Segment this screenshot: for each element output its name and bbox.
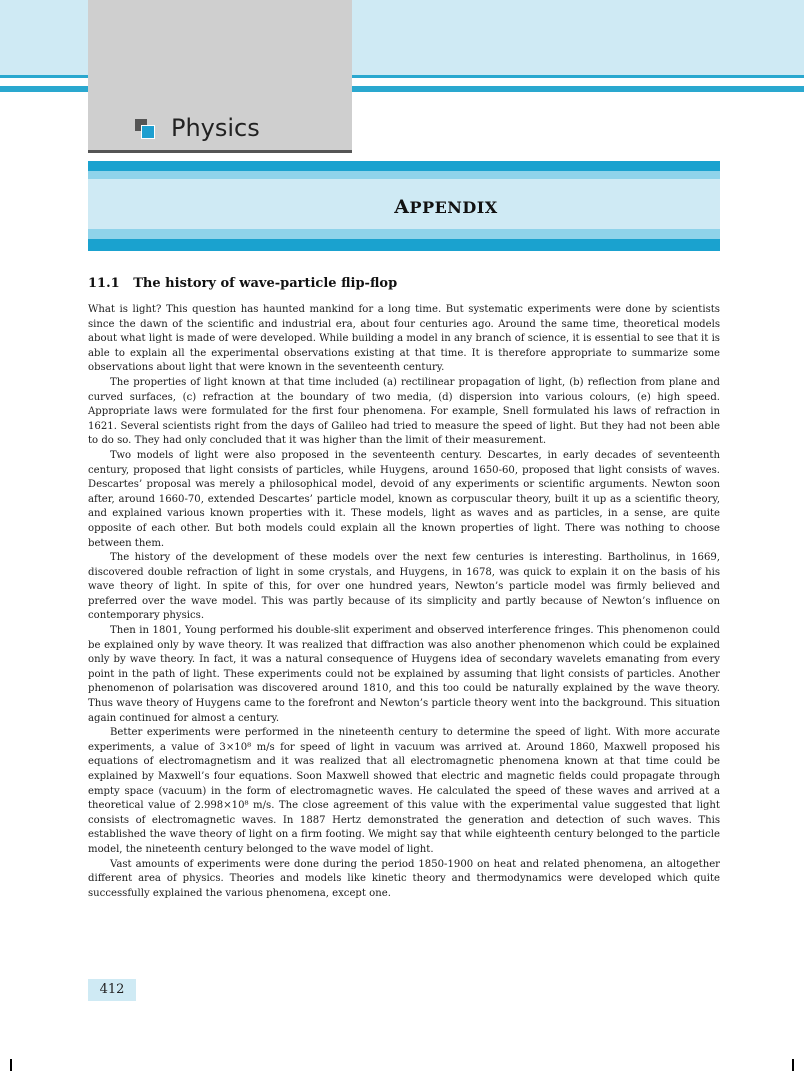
page-number: 412 [88, 979, 136, 1001]
appendix-bar-top-light [88, 171, 720, 179]
section-heading [88, 276, 397, 291]
section-number: 11.1 [88, 276, 120, 291]
two-squares-icon [135, 119, 157, 141]
appendix-bar-top [88, 161, 720, 171]
paragraph: Then in 1801, Young performed his double-slit experiment and observed interference fringes. This phenomenon could be explained only by wave theory. It was realized that diffraction was also another phenomenon which could be explained only by wave theory. In fact, it was a natural consequence of Huygens idea of secondary wavelets emanating from every point in the path of light. These experiments could not be explained by assuming that light consists of particles. Another phenomenon of polarisation was discovered around 1810, and this too could be naturally explained by the wave theory. Thus wave theory of Huygens came to the forefront and Newton’s particle theory went into the background. This situation again continued for almost a century. [88, 625, 720, 724]
paragraph: Two models of light were also proposed in the seventeenth century. Descartes, in early decades of seventeenth century, proposed that light consists of particles, while Huygens, around 1650-60, proposed that light consists of waves. Descartes’ proposal was merely a philosophical model, devoid of any experiments or scientific arguments. Newton soon after, around 1660-70, extended Descartes’ particle model, known as corpuscular theory, built it up as a scientific theory, and explained various known properties with it. These models, light as waves and as particles, in a sense, are quite opposite of each other. But both models could explain all the known properties of light. There was nothing to choose between them. [88, 449, 720, 549]
subject-title: Physics [171, 114, 260, 142]
paragraph: Better experiments were performed in the nineteenth century to determine the speed of light. With more accurate experiments, a value of 3×10⁸ m/s for speed of light in vacuum was arrived at. Around 1860, Maxwell proposed his equations of electromagnetism and it was realized that all electromagnetic phenomena known at that time could be explained by Maxwell’s four equations. Soon Maxwell showed that electric and magnetic fields could propagate through empty space (vacuum) in the form of electromagnetic waves. He calculated the speed of these waves and arrived at a theoretical value of 2.998×10⁸ m/s. The close agreement of this value with the experimental value suggested that light consists of electromagnetic waves. In 1887 Hertz demonstrated the generation and detection of such waves. This established the wave theory of light on a firm footing. We might say that while eighteenth century belonged to the particle model, the nineteenth century belonged to the wave model of light. [88, 727, 720, 855]
section-title: The history of wave-particle flip-flop [133, 276, 398, 291]
appendix-bar-bottom [88, 239, 720, 251]
paragraph: The history of the development of these models over the next few centuries is interesting. Bartholinus, in 1669, discovered double refraction of light in some crystals, and Huygens, in 1678, was quick to explain it on the basis of his wave theory of light. In spite of this, for over one hundred years, Newton’s particle model was firmly believed and preferred over the wave model. This was partly because of its simplicity and partly because of Newton’s influence on contemporary physics. [88, 552, 720, 622]
crop-mark-bottom-left [0, 1059, 12, 1071]
appendix-title: APPENDIX [394, 196, 498, 218]
paragraph: The properties of light known at that time included (a) rectilinear propagation of light, (b) reflection from plane and curved surfaces, (c) refraction at the boundary of two media, (d) dispersion into various colours, (e) high speed. Appropriate laws were formulated for the first four phenomena. For example, Snell formulated his laws of refraction in 1621. Several scientists right from the days of Galileo had tried to measure the speed of light. But they had not been able to do so. They had only concluded that it was higher than the limit of their measurement. [88, 376, 720, 447]
appendix-bar-bottom-light [88, 229, 720, 239]
paragraph: Vast amounts of experiments were done during the period 1850-1900 on heat and related phenomena, an altogether different area of physics. Theories and models like kinetic theory and thermodynamics were developed which quite successfully explained the various phenomena, except one. [88, 858, 720, 899]
body-text [88, 303, 720, 901]
paragraph: What is light? This question has haunted mankind for a long time. But systematic experiments were done by scientists since the dawn of the scientific and industrial era, about four centuries ago. Around the same time, theoretical models about what light is made of were developed. While building a model in any branch of science, it is essential to see that it is able to explain all the experimental observations existing at that time. It is therefore appropriate to summarize some observations about light that were known in the seventeenth century. [88, 304, 720, 374]
crop-mark-bottom-right [792, 1059, 804, 1071]
